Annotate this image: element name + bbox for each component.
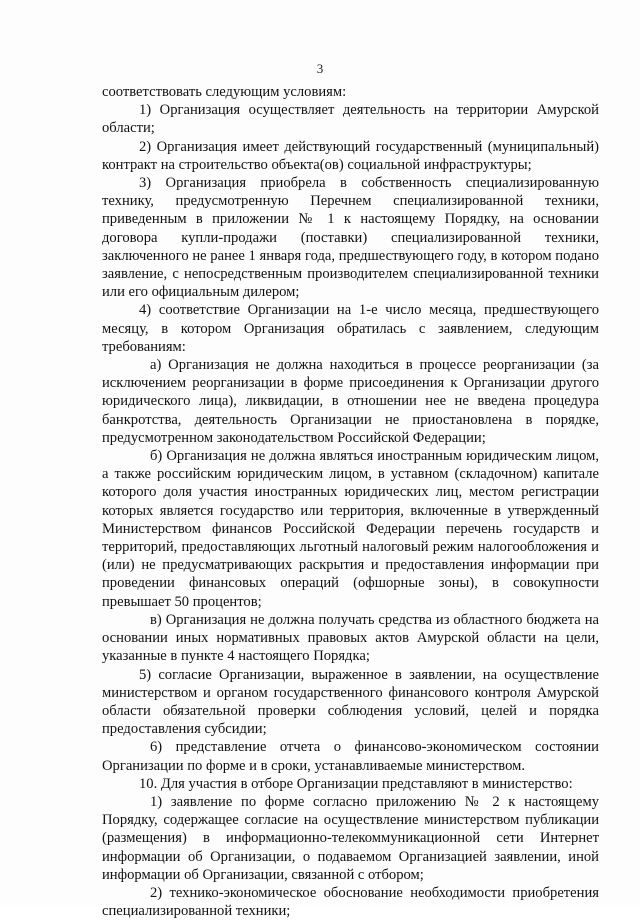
paragraph: 5) согласие Организации, выраженное в заявлении, на осуществление министерством и органом государственного финансового контроля Амурской области обязательной проверки соблюдения условий, целей и порядка предоставления субсидии; <box>102 666 599 738</box>
paragraph: 6) представление отчета о финансово-экономическом состоянии Организации по форме и в сроки, устанавливаемые министерством. <box>102 739 599 774</box>
paragraph: в) Организация не должна получать средства из областного бюджета на основании иных нормативных правовых актов Амурской области на цели, указанные в пункте 4 настоящего Порядка; <box>102 611 599 665</box>
paragraph: а) Организация не должна находиться в процессе реорганизации (за исключением реорганизации в форме присоединения к Организации другого юридического лица), ликвидации, в отношении нее не введена процедура банкротства, деятельность Организации не приостановлена в порядке, предусмотренном законодательством Российской Федерации; <box>102 357 599 446</box>
paragraph: соответствовать следующим условиям: <box>102 84 347 100</box>
document-body <box>102 83 599 920</box>
paragraph: 10. Для участия в отборе Организации представляют в министерство: <box>139 775 573 792</box>
paragraph: 2) технико-экономическое обоснование необходимости приобретения специализированной техники; <box>102 884 599 920</box>
page-number: 3 <box>316 61 324 76</box>
paragraph: 1) Организация осуществляет деятельность на территории Амурской области; <box>102 102 599 137</box>
paragraph: 3) Организация приобрела в собственность специализированную технику, предусмотренную Перечнем специализированной техники, приведенным в приложении № 1 к настоящему Порядку, на основании договора купли-продажи (поставки) специализированной техники, заключенного не ранее 1 января года, предшествующего году, в котором подано заявление, с непосредственным производителем специализированной техники или его официальным дилером; <box>102 175 599 301</box>
paragraph: 2) Организация имеет действующий государственный (муниципальный) контракт на строительство объекта(ов) социальной инфраструктуры; <box>102 138 599 173</box>
paragraph: б) Организация не должна являться иностранным юридическим лицом, а также российским юридическим лицом, в уставном (складочном) капитале которого доля участия иностранных юридических лиц, местом регистрации которых является государство или территория, включенные в утвержденный Министерством финансов Российской Федерации перечень государств и территорий, предоставляющих льготный налоговый режим налогообложения и (или) не предусматривающих раскрытия и предоставления информации при проведении финансовых операций (офшорные зоны), в совокупности превышает 50 процентов; <box>102 448 599 610</box>
paragraph: 4) соответствие Организации на 1-е число месяца, предшествующего месяцу, в котором Организация обратилась с заявлением, следующим требованиям: <box>102 302 599 355</box>
paragraph: 1) заявление по форме согласно приложению № 2 к настоящему Порядку, содержащее согласие на осуществление министерством публикации (размещения) в информационно-телекоммуникационной сети Интернет информации об Организации, о подаваемом Организацией заявлении, иной информации об Организации, связанной с отбором; <box>102 793 599 883</box>
